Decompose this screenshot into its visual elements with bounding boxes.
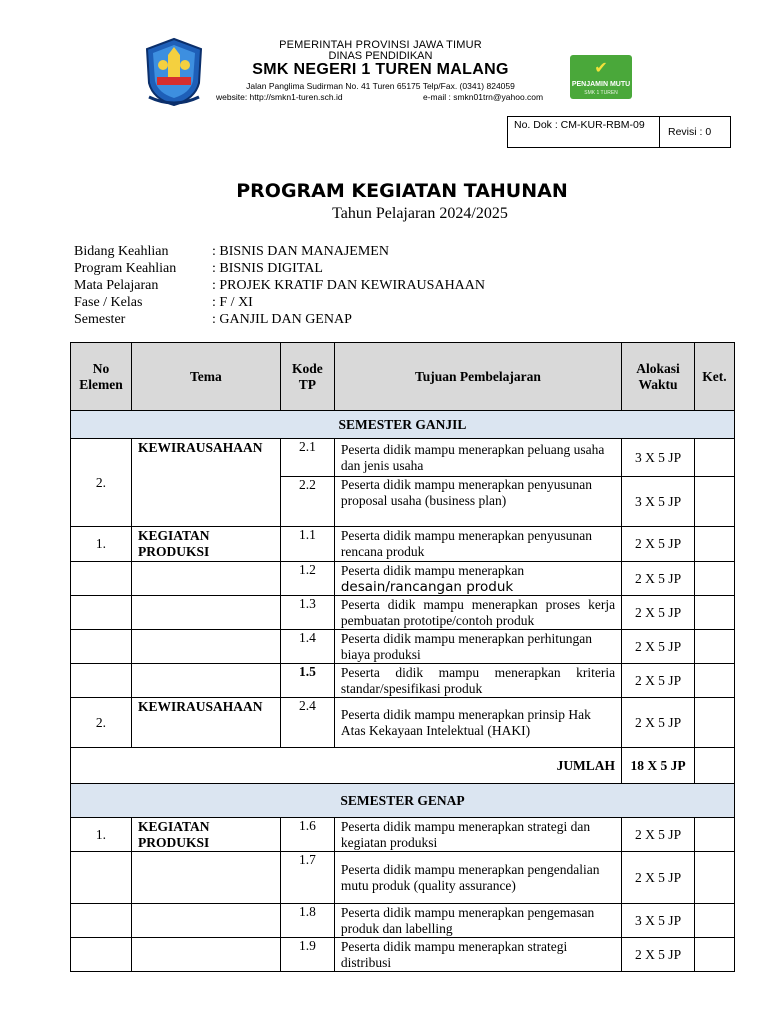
header-tujuan: Tujuan Pembelajaran: [334, 343, 621, 411]
document-number: No. Dok : CM-KUR-RBM-09: [508, 117, 660, 147]
tujuan-line: Peserta didik mampu menerapkan: [340, 562, 525, 578]
table-row: [71, 818, 735, 852]
cell-no: [71, 904, 132, 938]
metadata-block: [74, 243, 485, 328]
cell-ket: [694, 818, 734, 852]
semester-row: [71, 411, 735, 439]
jumlah-label: JUMLAH: [71, 748, 622, 784]
semester-genap-label: SEMESTER GENAP: [71, 784, 735, 818]
cell-no: 1.: [71, 818, 132, 852]
cell-alokasi: 3 X 5 JP: [622, 439, 695, 477]
cell-kode: 1.4: [280, 630, 334, 664]
cell-alokasi: 2 X 5 JP: [622, 818, 695, 852]
cell-alokasi: 3 X 5 JP: [622, 477, 695, 527]
semester-row: [71, 784, 735, 818]
cell-tujuan: [334, 698, 621, 748]
cell-ket: [694, 904, 734, 938]
letterhead-school-name: SMK NEGERI 1 TUREN MALANG: [252, 61, 509, 78]
cell-tema: [131, 664, 280, 698]
cell-tujuan: Peserta didik mampu menerapkan kriteria standar/spesifikasi produk: [334, 664, 621, 698]
table-row: [71, 852, 735, 904]
document-info-box: [507, 116, 731, 148]
meta-row: [74, 260, 485, 277]
cell-kode: 2.4: [280, 698, 334, 748]
cell-ket: [694, 439, 734, 477]
cell-tema: [131, 904, 280, 938]
cell-alokasi: 2 X 5 JP: [622, 664, 695, 698]
tujuan-line: desain/rancangan produk: [340, 578, 514, 595]
header-no-elemen: No Elemen: [71, 343, 132, 411]
cell-tujuan: Peserta didik mampu menerapkan pengendalian mutu produk (quality assurance): [334, 852, 621, 904]
cell-kode: 1.9: [280, 938, 334, 972]
cell-no: [71, 852, 132, 904]
cell-alokasi: 2 X 5 JP: [622, 698, 695, 748]
cell-kode: 1.8: [280, 904, 334, 938]
provincial-crest-icon: [143, 37, 205, 107]
header-alokasi: Alokasi Waktu: [622, 343, 695, 411]
cell-ket: [694, 596, 734, 630]
letterhead-government: PEMERINTAH PROVINSI JAWA TIMUR: [279, 39, 482, 51]
meta-value: : BISNIS DAN MANAJEMEN: [212, 244, 389, 259]
letterhead-department: DINAS PENDIDIKAN: [328, 50, 433, 62]
badge-sublabel: SMK 1 TUREN: [584, 90, 618, 96]
cell-no: [71, 630, 132, 664]
table-row: [71, 562, 735, 596]
cell-no: [71, 562, 132, 596]
cell-tujuan: Peserta didik mampu menerapkan penyusunan rencana produk: [334, 527, 621, 562]
table-row: [71, 904, 735, 938]
header-tema: Tema: [131, 343, 280, 411]
cell-tema: KEWIRAUSAHAAN: [131, 698, 280, 748]
meta-label: Bidang Keahlian: [74, 244, 169, 259]
meta-value: : GANJIL DAN GENAP: [212, 312, 352, 327]
cell-no: 1.: [71, 527, 132, 562]
letterhead-address: Jalan Panglima Sudirman No. 41 Turen 65175 Telp/Fax. (0341) 824059: [246, 81, 515, 91]
cell-tema: [131, 852, 280, 904]
table-row: [71, 664, 735, 698]
cell-tema: [131, 562, 280, 596]
table-row: [71, 527, 735, 562]
cell-no: 2.: [71, 698, 132, 748]
cell-alokasi: 3 X 5 JP: [622, 904, 695, 938]
header-kode-tp: Kode TP: [280, 343, 334, 411]
cell-ket: [694, 748, 734, 784]
cell-ket: [694, 698, 734, 748]
meta-value: : BISNIS DIGITAL: [212, 261, 323, 276]
semester-ganjil-label: SEMESTER GANJIL: [71, 411, 735, 439]
cell-ket: [694, 664, 734, 698]
page-title: PROGRAM KEGIATAN TAHUNAN: [236, 180, 568, 202]
table-row: [71, 439, 735, 477]
meta-row: [74, 311, 485, 328]
cell-kode: 1.2: [280, 562, 334, 596]
meta-label: Program Keahlian: [74, 261, 177, 276]
quality-assurance-badge: [570, 55, 632, 99]
cell-alokasi: 2 X 5 JP: [622, 596, 695, 630]
cell-tujuan: Peserta didik mampu menerapkan strategi distribusi: [334, 938, 621, 972]
cell-alokasi: 2 X 5 JP: [622, 852, 695, 904]
page-subtitle: Tahun Pelajaran 2024/2025: [332, 205, 508, 222]
jumlah-value: 18 X 5 JP: [622, 748, 695, 784]
meta-label: Mata Pelajaran: [74, 278, 159, 293]
cell-alokasi: 2 X 5 JP: [622, 562, 695, 596]
meta-value: : F / XI: [212, 295, 253, 310]
cell-tema: KEGIATAN PRODUKSI: [131, 818, 280, 852]
cell-kode: 2.2: [280, 477, 334, 527]
cell-kode: 1.3: [280, 596, 334, 630]
cell-no: 2.: [71, 439, 132, 527]
cell-no: [71, 938, 132, 972]
cell-tujuan: [334, 562, 621, 596]
header-ket: Ket.: [694, 343, 734, 411]
tujuan-line: Peserta didik mampu menerapkan prinsip Hak: [340, 706, 591, 722]
cell-tema: [131, 630, 280, 664]
letterhead-website: website: http://smkn1-turen.sch.id: [216, 92, 343, 102]
cell-tema: KEWIRAUSAHAAN: [131, 439, 280, 527]
cell-kode: 1.5: [280, 664, 334, 698]
cell-ket: [694, 630, 734, 664]
cell-tema: [131, 596, 280, 630]
cell-kode: 1.1: [280, 527, 334, 562]
checkmark-icon: ✔: [594, 58, 608, 77]
cell-ket: [694, 852, 734, 904]
cell-no: [71, 664, 132, 698]
revision-number: Revisi : 0: [668, 126, 712, 138]
cell-tujuan: Peserta didik mampu menerapkan peluang usaha dan jenis usaha: [334, 439, 621, 477]
meta-row: [74, 277, 485, 294]
cell-kode: 1.6: [280, 818, 334, 852]
cell-ket: [694, 562, 734, 596]
cell-tema: [131, 938, 280, 972]
meta-row: [74, 243, 485, 260]
meta-row: [74, 294, 485, 311]
tujuan-line: Atas Kekayaan Intelektual (HAKI): [340, 722, 531, 738]
badge-label: PENJAMIN MUTU: [571, 81, 631, 88]
cell-alokasi: 2 X 5 JP: [622, 938, 695, 972]
cell-tujuan: Peserta didik mampu menerapkan strategi dan kegiatan produksi: [334, 818, 621, 852]
cell-ket: [694, 938, 734, 972]
cell-tema: KEGIATAN PRODUKSI: [131, 527, 280, 562]
cell-kode: 1.7: [280, 852, 334, 904]
cell-ket: [694, 527, 734, 562]
meta-label: Fase / Kelas: [74, 295, 143, 310]
cell-tujuan: Peserta didik mampu menerapkan proses kerja pembuatan prototipe/contoh produk: [334, 596, 621, 630]
meta-value: : PROJEK KRATIF DAN KEWIRAUSAHAAN: [212, 278, 486, 293]
cell-tujuan: Peserta didik mampu menerapkan perhitungan biaya produksi: [334, 630, 621, 664]
table-row: [71, 938, 735, 972]
table-row: [71, 596, 735, 630]
jumlah-row: [71, 748, 735, 784]
table-row: [71, 630, 735, 664]
letterhead-email: e-mail : smkn01trn@yahoo.com: [423, 92, 544, 102]
table-header-row: [71, 343, 735, 411]
annual-program-table: [70, 342, 735, 972]
cell-tujuan: Peserta didik mampu menerapkan pengemasan produk dan labelling: [334, 904, 621, 938]
cell-ket: [694, 477, 734, 527]
cell-kode: 2.1: [280, 439, 334, 477]
cell-alokasi: 2 X 5 JP: [622, 527, 695, 562]
cell-no: [71, 596, 132, 630]
letterhead: [133, 34, 631, 112]
table-row: [71, 698, 735, 748]
meta-label: Semester: [74, 312, 126, 327]
cell-tujuan: Peserta didik mampu menerapkan penyusunan proposal usaha (business plan): [334, 477, 621, 527]
cell-alokasi: 2 X 5 JP: [622, 630, 695, 664]
